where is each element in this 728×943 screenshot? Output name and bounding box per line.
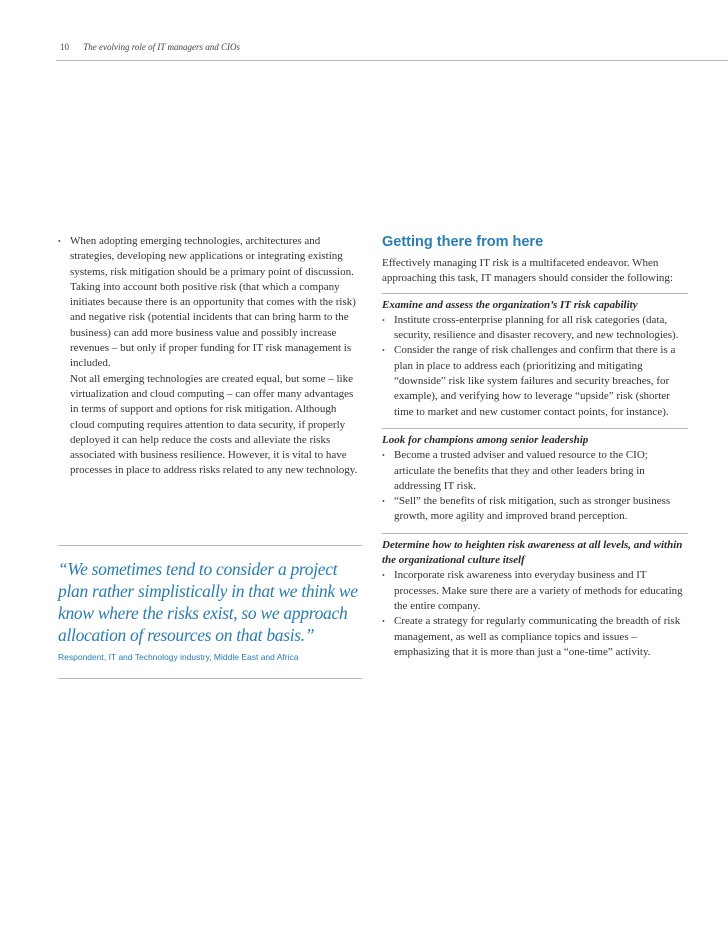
section-divider bbox=[382, 533, 688, 534]
pull-quote bbox=[58, 545, 362, 679]
list-item: • “Sell” the benefits of risk mitigation, such as stronger business growth, more agility and improved brand perception. bbox=[382, 494, 688, 525]
running-title: The evolving role of IT managers and CIOs bbox=[83, 42, 240, 52]
intro-paragraph: Effectively managing IT risk is a multifaceted endeavor. When approaching this task, IT managers should consider the following: bbox=[382, 257, 673, 285]
quote-top-rule bbox=[58, 545, 362, 546]
page-header bbox=[60, 42, 240, 52]
subsection-heading: Look for champions among senior leadership bbox=[382, 433, 589, 446]
left-bullet-paragraph: • When adopting emerging technologies, architectures and strategies, developing new applications or integrating existing systems, risk mitigation should be a primary point of discussion. Taking into account both positive risk (that which a company initiates because there is an opportunity that comes with the risk) and negative risk (potential incidents that can bring harm to the business) can add more business value and possibly increase revenues – but only if proper funding for IT risk management is included. bbox=[58, 234, 362, 372]
left-column bbox=[58, 234, 362, 479]
section-divider bbox=[382, 293, 688, 294]
section-title: Getting there from here bbox=[382, 234, 544, 250]
list-item: • Institute cross-enterprise planning for all risk categories (data, security, resilience and disaster recovery, and new technologies). bbox=[382, 313, 688, 344]
list-item: • Consider the range of risk challenges and confirm that there is a plan in place to address each (prioritizing and mitigating “downside” risk like system failures and security breaches, for example), and verifying how to leverage “upside” risk (shorter time to market and new customer contact points, for instance). bbox=[382, 343, 688, 419]
section-divider bbox=[382, 428, 688, 429]
left-continuation-paragraph: Not all emerging technologies are created equal, but some – like virtualization and cloud computing – can offer many advantages in terms of support and options for risk mitigation. Although cloud computing requires attention to data security, if properly deployed it can help reduce the costs and alleviate the risks associated with business resilience. However, it is vital to have processes in place to address risks related to any new technology. bbox=[70, 372, 358, 477]
right-column bbox=[382, 234, 688, 660]
list-item: • Incorporate risk awareness into everyday business and IT processes. Make sure there are a variety of methods for educating the entire company. bbox=[382, 568, 688, 614]
page-number: 10 bbox=[60, 42, 69, 52]
quote-attribution: Respondent, IT and Technology industry, Middle East and Africa bbox=[58, 652, 299, 662]
quote-text: “We sometimes tend to consider a project plan rather simplistically in that we think we know where the risks exist, so we approach allocation of resources on that basis.” bbox=[58, 559, 358, 645]
header-rule bbox=[56, 60, 728, 61]
quote-bottom-rule bbox=[58, 678, 362, 679]
list-item: • Become a trusted adviser and valued resource to the CIO; articulate the benefits that they and other leaders bring in addressing IT risk. bbox=[382, 448, 688, 494]
list-item: • Create a strategy for regularly communicating the breadth of risk management, as well as compliance topics and issues – emphasizing that it is more than just a “one-time” activity. bbox=[382, 614, 688, 660]
subsection-heading: Examine and assess the organization’s IT risk capability bbox=[382, 298, 638, 311]
subsection-heading: Determine how to heighten risk awareness at all levels, and within the organizational culture itself bbox=[382, 538, 683, 567]
